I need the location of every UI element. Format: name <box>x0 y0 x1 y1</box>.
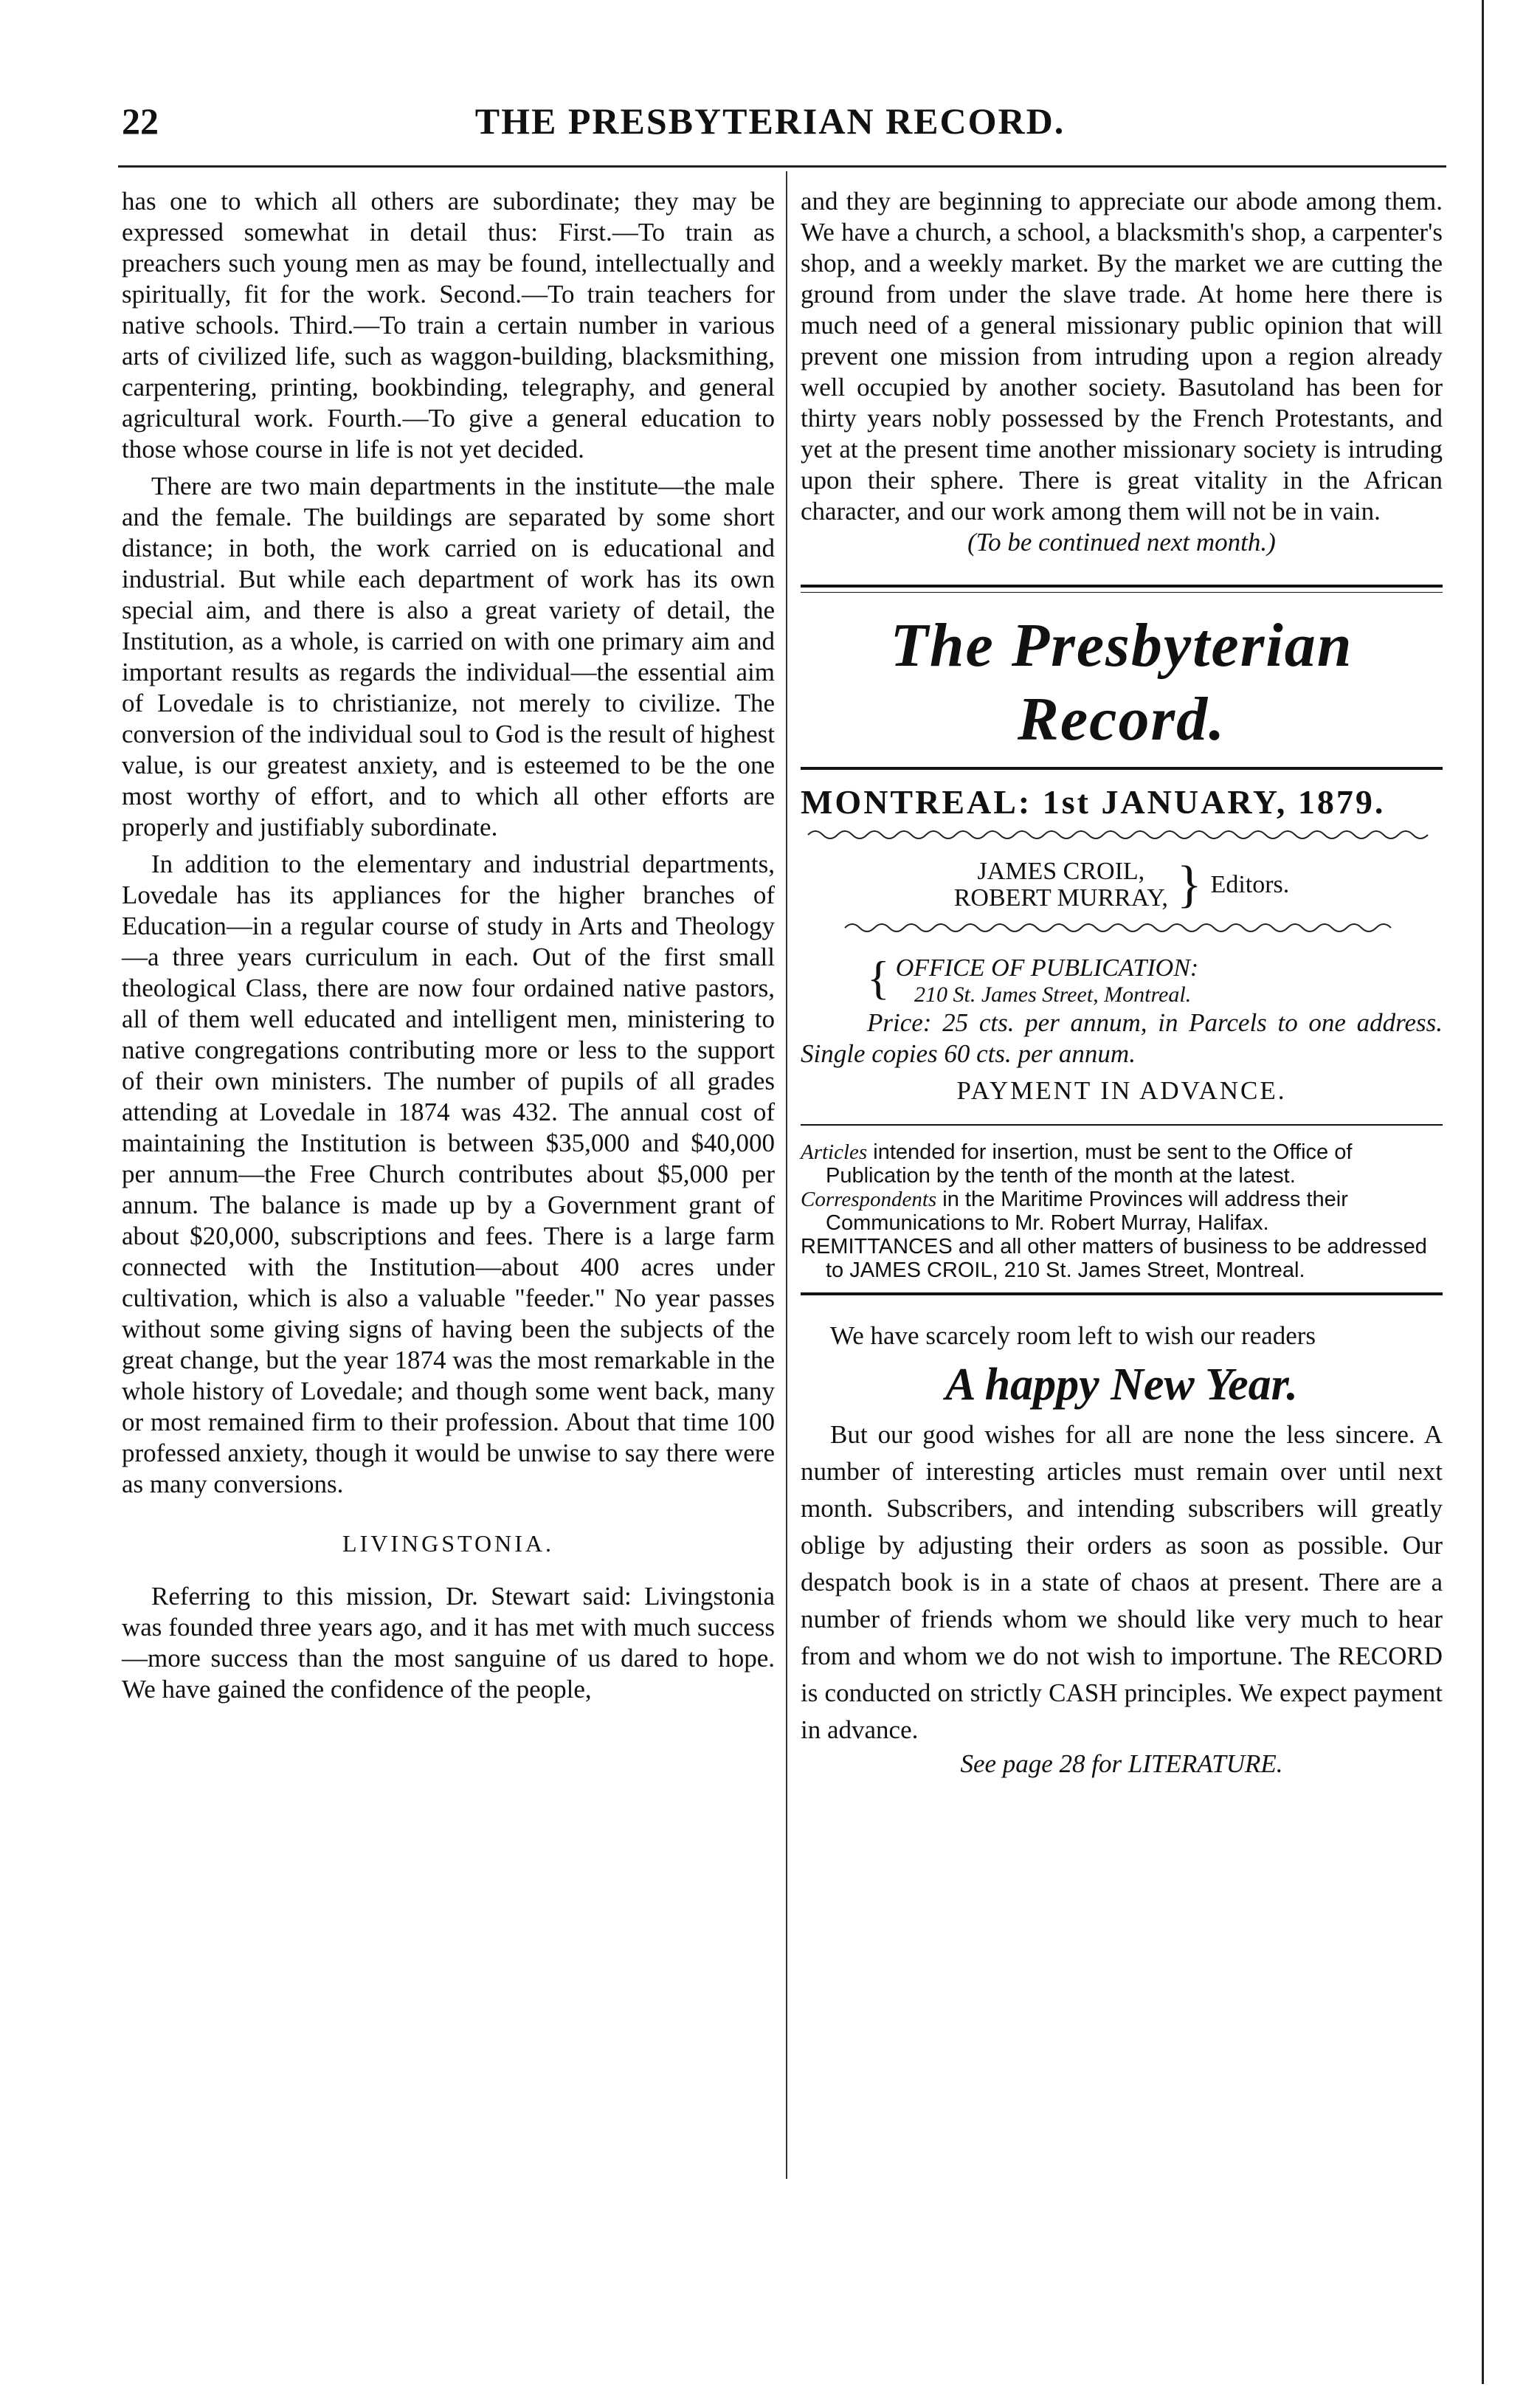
body-paragraph: In addition to the elementary and industrial departments, Lovedale has its appliances for the higher branches of Education—in a regular course of study in Arts and Theology—a three years curriculum in each. Out of the first small theological Class, there are now four ordained native pastors, all of them well educated and intelligent men, ministering to native congregations contributing more or less to the support of their own ministers. The number of pupils of all grades attending at Lovedale in 1874 was 432. The annual cost of maintaining the Institution is between $35,000 and $40,000 per annum—the Free Church contributes about $5,000 per annum. The balance is made up by a Government grant of about $20,000, subscriptions and fees. There is a large farm connected with the Institution—about 400 acres under cultivation, which is also a valuable "feeder." No year passes without some giving signs of having been the subjects of the great change, but the year 1874 was the most remarkable in the whole history of Lovedale; and though some went back, many or most remained firm to their profession. About that time 100 professed anxiety, though it would be unwise to say there were as many conversions. <box>122 850 775 1498</box>
right-column <box>801 186 1443 1780</box>
notice-correspondents <box>801 1188 1443 1235</box>
wavy-ornament <box>801 827 1443 842</box>
notices-bottom-rule <box>801 1292 1443 1295</box>
body-paragraph: and they are beginning to appreciate our abode among them. We have a church, a school, a blacksmith's shop, a carpenter's shop, and a weekly market. By the market we are cutting the ground from under the slave trade. At home here there is much need of a general missionary public opinion that will prevent one mission from intruding upon a region already well occupied by another society. Basutoland has been for thirty years nobly possessed by the French Protestants, and yet at the present time another missionary society is intruding upon their sphere. There is great vitality in the African character, and our work among them will not be in vain. <box>801 187 1443 526</box>
section-heading: LIVINGSTONIA. <box>342 1530 554 1557</box>
price-line: Price: 25 cts. per annum, in Parcels to one address. Single copies 60 cts. per annum. <box>801 1008 1443 1068</box>
notices-rule <box>801 1124 1443 1126</box>
editors-label: Editors. <box>1210 871 1290 898</box>
page-number: 22 <box>122 100 159 142</box>
payment-line: PAYMENT IN ADVANCE. <box>956 1076 1287 1105</box>
office-block <box>867 951 1443 1008</box>
notice-text: intended for insertion, must be sent to the Office of Publication by the tenth of the month at the latest. <box>826 1140 1353 1188</box>
body-paragraph: has one to which all others are subordinate; they may be expressed somewhat in detail thus: First.—To train as preachers such young men as may be found, intellectually and spiritually, fit for the work. Second.—To train teachers for native schools. Third.—To train a certain number in various arts of civilized life, such as waggon-building, blacksmithing, carpentering, printing, bookbinding, telegraphy, and general agricultural work. Fourth.—To give a general education to those whose course in life is not yet decided. <box>122 187 775 464</box>
masthead-title: The Presbyterian Record. <box>890 611 1353 754</box>
left-column <box>122 186 775 1705</box>
greeting-title: A happy New Year. <box>945 1360 1298 1410</box>
wavy-ornament <box>801 920 1443 935</box>
margin-rule <box>1482 0 1484 2384</box>
continued-note: (To be continued next month.) <box>967 528 1276 557</box>
editors-block <box>801 858 1443 912</box>
header-rule <box>118 165 1446 168</box>
editor-name: JAMES CROIL, <box>977 858 1145 885</box>
notice-label: Correspondents <box>801 1188 937 1211</box>
editor-name: ROBERT MURRAY, <box>953 884 1168 912</box>
notice-label: Articles <box>801 1140 868 1164</box>
notices-block <box>801 1140 1443 1282</box>
masthead-date: MONTREAL: 1st JANUARY, 1879. <box>801 783 1386 821</box>
notice-articles <box>801 1140 1443 1188</box>
notice-remittances <box>801 1235 1443 1282</box>
running-title: THE PRESBYTERIAN RECORD. <box>474 100 1066 142</box>
greeting-paragraph: But our good wishes for all are none the less sincere. A number of interesting articles must remain over until next month. Subscribers, and intending subscribers will greatly oblige by adjusting their orders as soon as possible. Our despatch book is in a state of chaos at present. There are a number of friends whom we should like very much to hear from and whom we do not wish to importune. The RECORD is conducted on strictly CASH principles. We expect payment in advance. <box>801 1420 1443 1744</box>
body-paragraph: There are two main departments in the institute—the male and the female. The buildings are separated by some short distance; in both, the work carried on is educational and industrial. But while each department of work has its own special aim, and there is also a great variety of detail, the Institution, as a whole, is carried on with one primary aim and important results as regards the individual—the essential aim of Lovedale is to christianize, not merely to civilize. The conversion of the individual soul to God is the result of highest value, is our greatest anxiety, and is esteemed to be the one most worthy of effort, and to which all other efforts are properly and justifiably subordinate. <box>122 472 775 841</box>
notice-text: and all other matters of business to be addressed to JAMES CROIL, 210 St. James Street, Montreal. <box>826 1235 1427 1282</box>
brace-icon: { <box>867 951 890 1004</box>
masthead-rule <box>801 767 1443 770</box>
column-divider <box>786 171 787 2179</box>
brace-icon: } <box>1176 856 1202 913</box>
greeting-intro: We have scarcely room left to wish our readers <box>830 1321 1316 1350</box>
editors-names <box>954 858 1168 912</box>
notice-text: in the Maritime Provinces will address their Communications to Mr. Robert Murray, Halifax. <box>826 1188 1348 1235</box>
office-text <box>896 954 1198 1008</box>
body-paragraph: Referring to this mission, Dr. Stewart said: Livingstonia was founded three years ago, and it has met with much success—more success than the most sanguine of us dared to hope. We have gained the confidence of the people, <box>122 1582 775 1704</box>
see-page-note: See page 28 for LITERATURE. <box>960 1749 1283 1778</box>
masthead-double-rule <box>801 585 1443 593</box>
office-heading: OFFICE OF PUBLICATION: <box>895 954 1199 982</box>
notice-label: REMITTANCES <box>801 1235 953 1258</box>
office-address: 210 St. James Street, Montreal. <box>914 982 1192 1007</box>
